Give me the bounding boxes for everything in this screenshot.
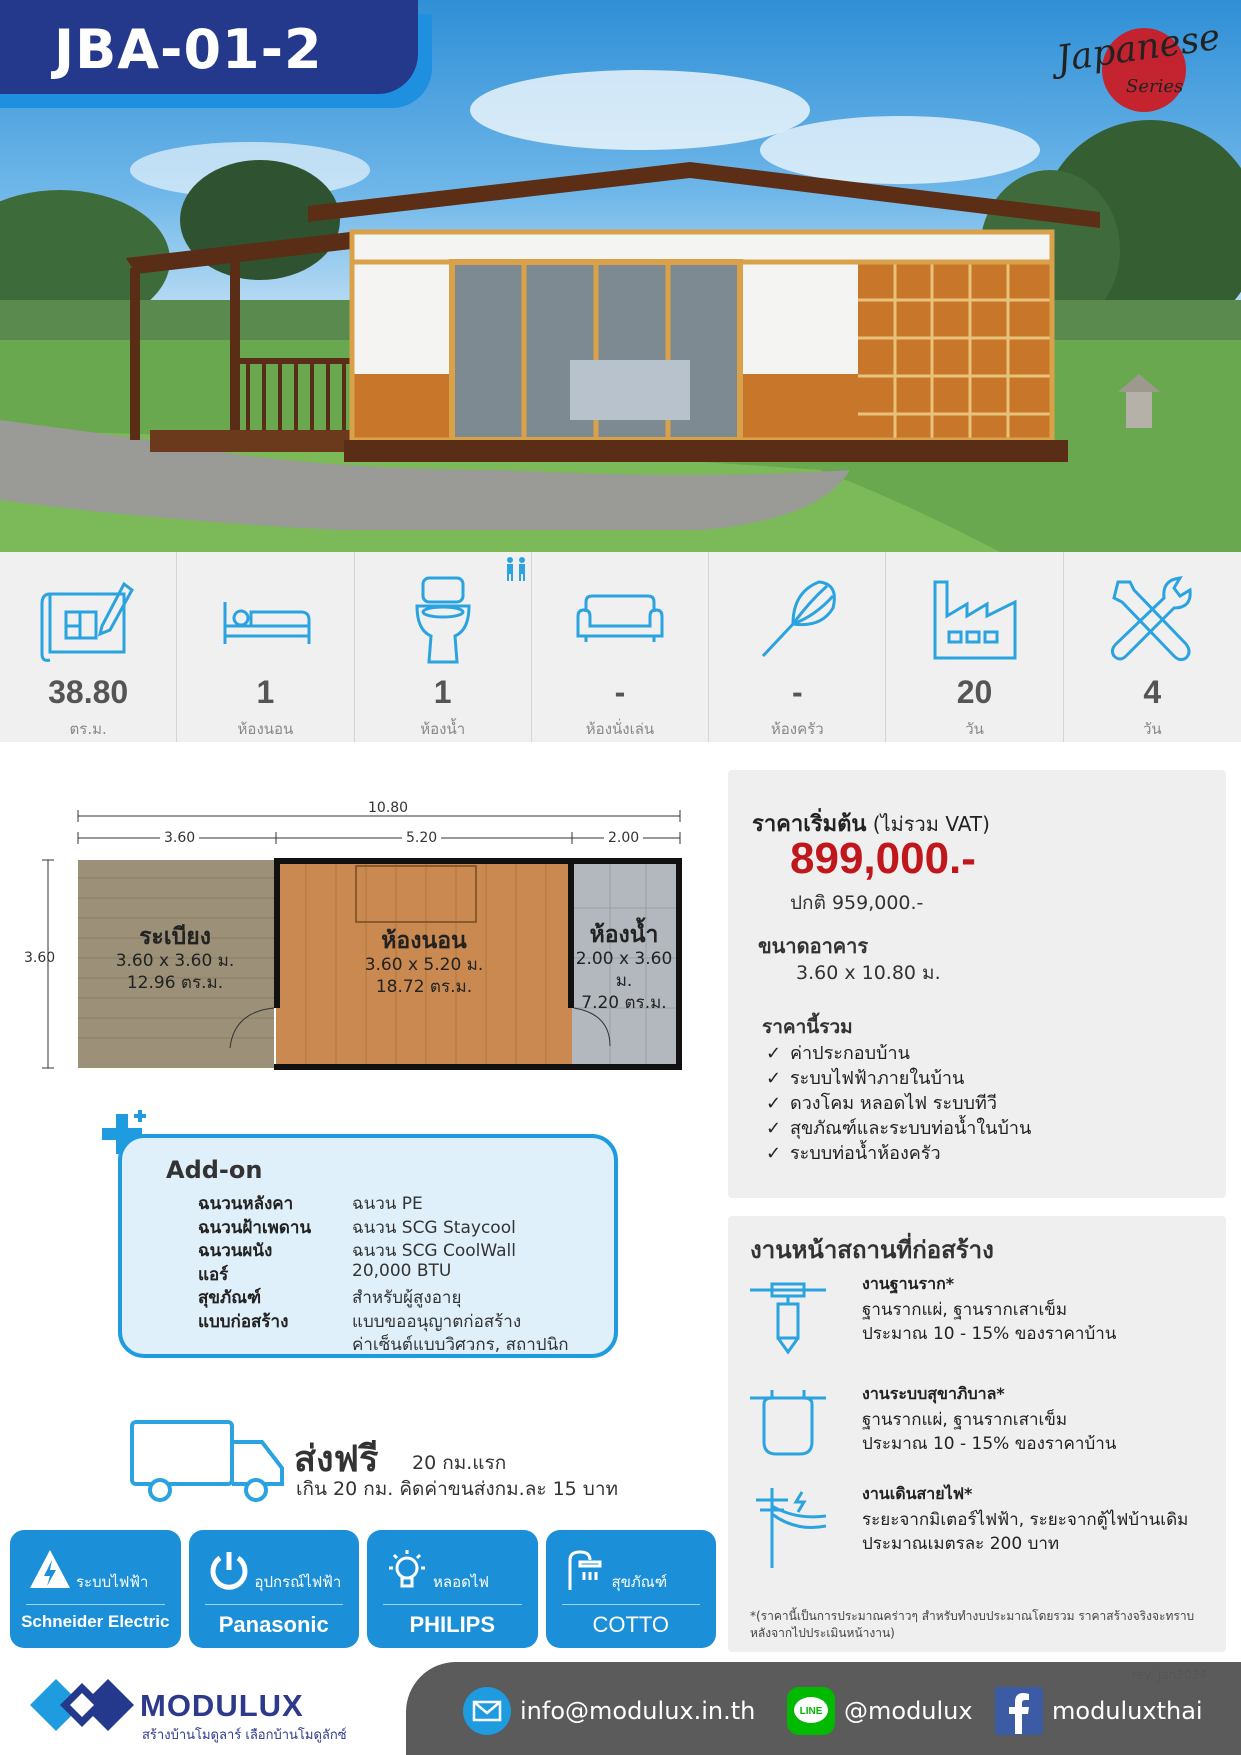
check-icon: ✓ — [766, 1143, 782, 1164]
brand-name: COTTO — [592, 1612, 670, 1637]
brand-label: สุขภัณฑ์ — [611, 1573, 668, 1591]
addon-key: ฉนวนหลังคา — [198, 1194, 294, 1214]
blueprint-icon — [40, 572, 136, 668]
addon-value: ฉนวน PE — [352, 1194, 423, 1214]
dim-width-3: 2.00 — [604, 830, 643, 846]
feature-strip — [0, 552, 1241, 742]
feature-unit: วัน — [1142, 720, 1162, 738]
sofa-icon — [572, 572, 668, 668]
addon-key: สุขภัณฑ์ — [198, 1288, 262, 1308]
addon-value: แบบขออนุญาตก่อสร้าง — [352, 1311, 522, 1332]
power-icon — [207, 1548, 251, 1592]
feature-living — [532, 552, 709, 742]
price-normal: ปกติ 959,000.- — [790, 892, 924, 914]
contact-email[interactable] — [462, 1686, 755, 1736]
brand-name: PHILIPS — [409, 1612, 496, 1637]
site-work-title: งานหน้าสถานที่ก่อสร้าง — [750, 1236, 994, 1264]
feature-unit: วัน — [965, 720, 984, 738]
feature-production-days — [886, 552, 1063, 742]
addon-row — [198, 1261, 569, 1285]
addon-key: แบบก่อสร้าง — [198, 1311, 289, 1332]
room-bathroom — [568, 924, 680, 1014]
brand-card-sanitary — [546, 1530, 717, 1648]
feature-unit: ห้องนั่งเล่น — [585, 720, 655, 738]
brand-name: Schneider Electric — [21, 1612, 170, 1631]
foundation-icon — [750, 1276, 826, 1358]
addon-row — [198, 1237, 569, 1261]
feature-unit: ห้องน้ำ — [420, 720, 466, 738]
site-item-title: งานเดินสายไฟ* — [862, 1484, 973, 1503]
site-item-estimate: ประมาณเมตรละ 200 บาท — [862, 1534, 1060, 1554]
feature-area — [0, 552, 177, 742]
site-item-wiring — [728, 1482, 1226, 1572]
feature-value: 20 — [956, 674, 993, 710]
price-label-note: (ไม่รวม VAT) — [872, 812, 990, 836]
room-size: 3.60 x 3.60 ม. — [115, 951, 235, 971]
revision-label: rev. Jan2024 — [1132, 1668, 1207, 1682]
dim-width-1: 3.60 — [160, 830, 199, 846]
addon-value: ฉนวน SCG CoolWall — [352, 1241, 516, 1261]
brand-card-lighting — [367, 1530, 538, 1648]
contact-line[interactable] — [786, 1686, 973, 1736]
site-work-note: *(ราคานี้เป็นการประมาณคร่าวๆ สำหรับทำงบประมาณโดยรวม ราคาสร้างจริงจะทราบหลังจากไปประเมินหน้างาน) — [750, 1609, 1195, 1640]
room-size: 3.60 x 5.20 ม. — [364, 955, 484, 975]
addon-list — [198, 1190, 569, 1355]
site-item-estimate: ประมาณ 10 - 15% ของราคาบ้าน — [862, 1324, 1117, 1344]
facebook-icon — [994, 1686, 1044, 1736]
check-icon: ✓ — [766, 1068, 782, 1089]
site-work-panel — [728, 1216, 1226, 1652]
addon-key: ฉนวนฝ้าเพดาน — [198, 1217, 312, 1238]
japanese-series-logo — [1052, 16, 1223, 114]
brand-tagline: สร้างบ้านโมดูลาร์ เลือกบ้านโมดูลักซ์ — [142, 1728, 347, 1743]
delivery-free-distance: 20 กม.แรก — [412, 1452, 507, 1474]
building-size-value: 3.60 x 10.80 ม. — [796, 962, 941, 984]
feature-bedroom — [177, 552, 354, 742]
room-name: ห้องนอน — [381, 928, 467, 954]
floor-plan — [20, 798, 690, 1098]
brand-card-electric — [10, 1530, 181, 1648]
room-name: ระเบียง — [139, 924, 211, 950]
feature-value: 38.80 — [48, 674, 129, 710]
whisk-icon — [749, 572, 845, 668]
brand-name: Panasonic — [218, 1612, 329, 1637]
addon-row — [198, 1284, 569, 1308]
includes-item: ✓ ดวงโคม หลอดไฟ ระบบทีวี — [766, 1093, 997, 1114]
addon-title: Add-on — [166, 1156, 263, 1184]
addon-row — [198, 1190, 569, 1214]
price-panel — [728, 770, 1226, 1198]
site-item-detail: ระยะจากมิเตอร์ไฟฟ้า, ระยะจากตู้ไฟบ้านเดิม — [862, 1510, 1189, 1530]
contact-facebook[interactable] — [994, 1686, 1203, 1736]
site-item-detail: ฐานรากแผ่, ฐานรากเสาเข็ม — [862, 1300, 1068, 1320]
factory-icon — [927, 572, 1023, 668]
brand-label: อุปกรณ์ไฟฟ้า — [254, 1573, 342, 1591]
feature-value: - — [614, 674, 626, 710]
addon-row — [198, 1308, 569, 1332]
email-text[interactable]: info@modulux.in.th — [520, 1697, 756, 1725]
site-item-sanitation — [728, 1382, 1226, 1472]
addon-row — [198, 1331, 569, 1355]
septic-tank-icon — [750, 1386, 826, 1468]
includes-item: ✓ ค่าประกอบบ้าน — [766, 1043, 910, 1064]
modulux-logo-icon — [30, 1672, 134, 1738]
email-icon — [462, 1686, 512, 1736]
feature-value: 4 — [1143, 674, 1162, 710]
dim-total-width: 10.80 — [368, 800, 409, 816]
includes-item: ✓ ระบบท่อน้ำห้องครัว — [766, 1143, 941, 1164]
room-name: ห้องน้ำ — [589, 922, 659, 948]
truck-icon — [128, 1418, 288, 1506]
check-icon: ✓ — [766, 1043, 782, 1064]
tools-icon — [1104, 572, 1200, 668]
site-item-estimate: ประมาณ 10 - 15% ของราคาบ้าน — [862, 1434, 1117, 1454]
includes-list — [766, 1038, 1031, 1163]
hero-image — [0, 0, 1241, 552]
room-terrace — [100, 926, 250, 994]
feature-value: 1 — [433, 674, 452, 710]
line-icon — [786, 1686, 836, 1736]
feature-value: - — [791, 674, 803, 710]
addon-value: สำหรับผู้สูงอายุ — [352, 1288, 462, 1308]
check-icon: ✓ — [766, 1093, 782, 1114]
addon-value: ค่าเซ็นต์แบบวิศวกร, สถาปนิก — [352, 1335, 569, 1355]
brand-name: MODULUX — [140, 1688, 304, 1723]
addon-key: แอร์ — [198, 1264, 229, 1285]
addon-row — [198, 1214, 569, 1238]
room-size: 2.00 x 3.60 ม. — [575, 949, 673, 991]
shower-icon — [564, 1548, 608, 1592]
delivery-extra-fee: เกิน 20 กม. คิดค่าขนส่งกม.ละ 15 บาท — [296, 1478, 619, 1500]
includes-item: ✓ สุขภัณฑ์และระบบท่อน้ำในบ้าน — [766, 1118, 1032, 1139]
site-item-foundation — [728, 1272, 1226, 1362]
price-value: 899,000.- — [790, 834, 976, 883]
line-text[interactable]: @modulux — [844, 1697, 973, 1725]
toilet-icon — [395, 572, 491, 668]
bulb-icon — [385, 1548, 429, 1592]
bed-icon — [217, 572, 313, 668]
addon-value: 20,000 BTU — [352, 1260, 452, 1281]
price-label-bold: ราคาเริ่มต้น — [752, 812, 867, 837]
addon-key: ฉนวนผนัง — [198, 1241, 273, 1261]
addon-key — [198, 1331, 352, 1355]
addon-box — [118, 1134, 618, 1358]
delivery-title: ส่งฟรี — [294, 1439, 379, 1480]
brand-label: หลอดไฟ — [433, 1573, 489, 1591]
includes-title: ราคานี้รวม — [762, 1016, 853, 1038]
facebook-text[interactable]: moduluxthai — [1052, 1697, 1203, 1725]
feature-value: 1 — [256, 674, 275, 710]
brand-partners — [10, 1530, 716, 1648]
brand-label: ระบบไฟฟ้า — [76, 1573, 149, 1591]
feature-unit: ห้องครัว — [770, 720, 824, 738]
model-title-badge — [0, 0, 432, 108]
elderly-icon — [502, 556, 530, 582]
check-icon: ✓ — [766, 1118, 782, 1139]
room-area: 18.72 ตร.ม. — [375, 977, 473, 997]
svg-text:LINE: LINE — [799, 1706, 823, 1717]
addon-value: ฉนวน SCG Staycool — [352, 1217, 516, 1238]
site-item-title: งานฐานราก* — [862, 1274, 955, 1293]
site-item-detail: ฐานรากแผ่, ฐานรากเสาเข็ม — [862, 1410, 1068, 1430]
dim-width-2: 5.20 — [402, 830, 441, 846]
feature-install-days — [1064, 552, 1241, 742]
feature-unit: ตร.ม. — [69, 720, 107, 738]
feature-kitchen — [709, 552, 886, 742]
includes-item: ✓ ระบบไฟฟ้าภายในบ้าน — [766, 1068, 965, 1089]
feature-unit: ห้องนอน — [237, 720, 294, 738]
series-word: Japanese — [1053, 16, 1223, 81]
power-line-icon — [750, 1486, 826, 1568]
dim-depth: 3.60 — [24, 950, 56, 966]
modulux-logo — [30, 1672, 370, 1750]
model-title: JBA-01-2 — [54, 18, 323, 81]
room-bedroom — [344, 930, 504, 998]
electric-warning-icon — [28, 1548, 72, 1592]
room-area: 7.20 ตร.ม. — [581, 993, 667, 1013]
site-item-title: งานระบบสุขาภิบาล* — [862, 1384, 1005, 1403]
building-size-title: ขนาดอาคาร — [758, 934, 869, 958]
brand-card-appliance — [189, 1530, 360, 1648]
series-sub: Series — [1126, 76, 1184, 97]
room-area: 12.96 ตร.ม. — [126, 973, 224, 993]
